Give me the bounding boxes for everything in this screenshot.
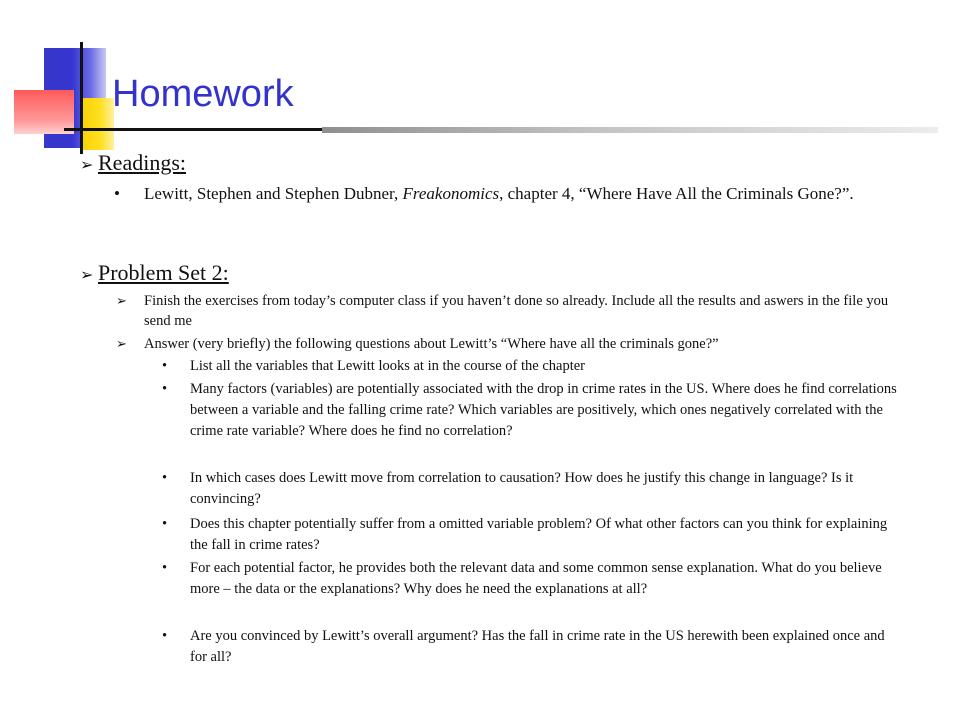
arrow-bullet-icon: ➢ — [116, 293, 127, 308]
arrow-bullet-icon: ➢ — [80, 157, 94, 174]
problem-set-item — [116, 291, 898, 331]
reading-item-text: Lewitt, Stephen and Stephen Dubner, Freakonomics, chapter 4, “Where Have All the Criminals Gone?”. — [144, 184, 854, 203]
title-underline-bar — [322, 127, 938, 133]
problem-set-heading: Problem Set 2: — [98, 260, 229, 285]
question-item — [162, 468, 898, 510]
title-decoration-horizontal-line — [64, 128, 324, 131]
book-title: Freakonomics — [402, 184, 500, 203]
dot-bullet-icon: • — [162, 358, 168, 374]
question-text: Does this chapter potentially suffer from a omitted variable problem? Of what other factors can you think for explaining the fall in crime rates? — [190, 516, 888, 553]
question-text: List all the variables that Lewitt looks at in the course of the chapter — [190, 358, 585, 374]
arrow-bullet-icon: ➢ — [116, 336, 127, 351]
dot-bullet-icon: • — [114, 184, 120, 203]
title-decoration-vertical-line — [80, 42, 83, 154]
question-item — [162, 514, 898, 556]
reading-item — [114, 182, 894, 205]
problem-set-item-text: Finish the exercises from today’s computer class if you haven’t done so already. Include all the results and aswers in the file you send me — [144, 293, 889, 329]
question-item — [162, 558, 898, 600]
question-text: Are you convinced by Lewitt’s overall argument? Has the fall in crime rate in the US herewith been explained once and for all? — [190, 628, 885, 665]
problem-set-item — [116, 334, 898, 354]
question-text: Many factors (variables) are potentially associated with the drop in crime rates in the US. Where does he find correlations between a variable and the falling crime rate? Which variables are positively, which ones negatively correlated with the crime rate variable? Where does he find no correlation? — [190, 381, 897, 439]
title-decoration-yellow-block — [80, 98, 114, 150]
dot-bullet-icon: • — [162, 628, 168, 644]
slide-title: Homework — [112, 73, 294, 115]
question-text: For each potential factor, he provides both the relevant data and some common sense explanation. What do you believe more – the data or the explanations? Why does he need the explanations at all? — [190, 560, 882, 597]
question-item — [162, 379, 898, 442]
question-item — [162, 626, 898, 668]
question-item — [162, 356, 898, 377]
readings-heading: Readings: — [98, 150, 186, 175]
problem-set-item-text: Answer (very briefly) the following questions about Lewitt’s “Where have all the criminals gone?” — [144, 336, 719, 352]
problem-set-heading-row — [80, 260, 229, 289]
dot-bullet-icon: • — [162, 560, 168, 576]
readings-heading-row — [80, 150, 186, 179]
question-text: In which cases does Lewitt move from correlation to causation? How does he justify this change in language? Is it convincing? — [190, 470, 854, 507]
dot-bullet-icon: • — [162, 516, 168, 532]
dot-bullet-icon: • — [162, 381, 168, 397]
dot-bullet-icon: • — [162, 470, 168, 486]
arrow-bullet-icon: ➢ — [80, 267, 94, 284]
